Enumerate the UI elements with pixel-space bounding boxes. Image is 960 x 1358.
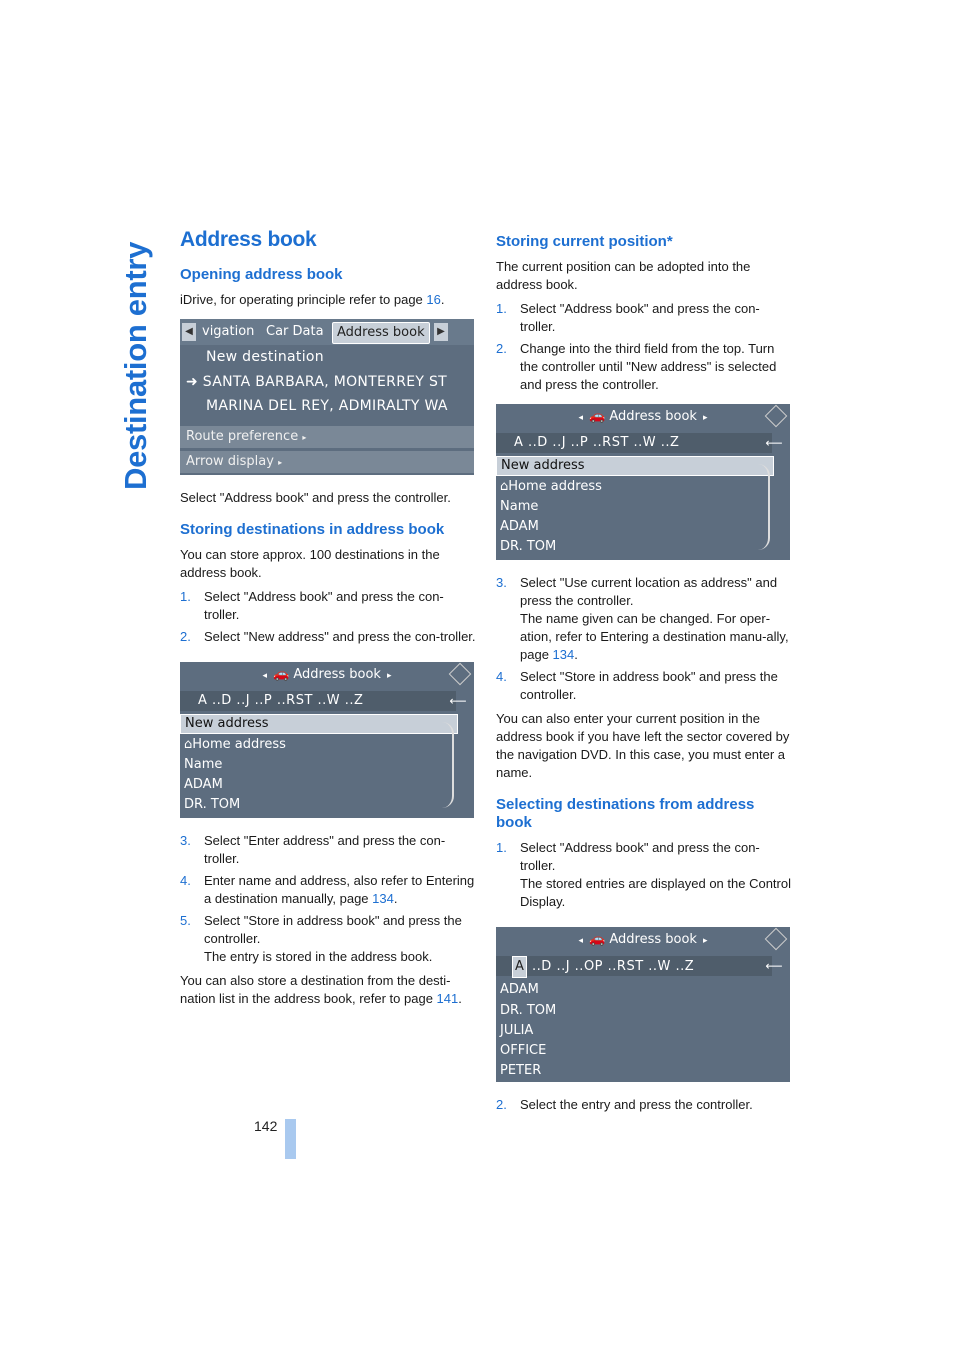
screen-tab-bar bbox=[180, 319, 474, 345]
chevron-right-icon: ▸ bbox=[702, 936, 708, 946]
menu-route-preference: Route preference ▸ bbox=[180, 426, 474, 448]
tab-left-arrow-icon: ◀ bbox=[182, 323, 196, 341]
left-column bbox=[180, 228, 478, 1014]
menu-destination: MARINA DEL REY, ADMIRALTY WA bbox=[206, 398, 448, 414]
alphabet-bar: A ..D ..J ..P ..RST ..W ..Z bbox=[180, 691, 456, 711]
steps-list bbox=[496, 574, 794, 704]
step-item: 3. Select "Enter address" and press the con-troller. bbox=[180, 833, 446, 866]
page-link[interactable]: 16 bbox=[426, 292, 441, 307]
paragraph: You can also enter your current position in the address book if you have left the sector covered by the navigation DVD. In this case, you must enter a name. bbox=[496, 711, 790, 780]
paragraph: iDrive, for operating principle refer to page 16. bbox=[180, 292, 445, 307]
tab-right-arrow-icon: ▶ bbox=[434, 323, 448, 341]
page-number: 142 bbox=[254, 1118, 278, 1134]
chevron-left-icon: ◂ bbox=[578, 413, 584, 423]
home-icon: ⌂ bbox=[500, 479, 509, 494]
screen-address-book bbox=[180, 662, 474, 818]
chevron-left-icon: ◂ bbox=[578, 936, 584, 946]
menu-new-destination: New destination bbox=[206, 349, 324, 365]
steps-list bbox=[496, 839, 794, 911]
tab-car-data: Car Data bbox=[266, 324, 324, 339]
list-item: ADAM bbox=[500, 519, 539, 534]
alphabet-bar: A ..D ..J ..OP ..RST ..W ..Z bbox=[496, 956, 772, 976]
steps-list bbox=[180, 588, 478, 646]
screen-header: ◂ 🚗 Address book ▸ bbox=[262, 667, 392, 682]
alphabet-selected-letter: A bbox=[512, 956, 527, 978]
menu-arrow-display: Arrow display ▸ bbox=[180, 451, 474, 473]
steps-list bbox=[496, 1096, 794, 1114]
section-heading-address-book: Address book bbox=[180, 228, 317, 251]
page-link[interactable]: 134 bbox=[372, 891, 394, 906]
steps-list bbox=[496, 300, 794, 394]
car-icon: 🚗 bbox=[273, 667, 294, 682]
list-item: PETER bbox=[500, 1063, 542, 1078]
paragraph: You can also store a destination from the desti-nation list in the address book, refer to page 141. bbox=[180, 973, 462, 1006]
chevron-right-icon: ▸ bbox=[702, 413, 708, 423]
paragraph: Select "Address book" and press the controller. bbox=[180, 490, 451, 505]
chapter-side-title: Destination entry bbox=[118, 241, 153, 490]
paragraph: The current position can be adopted into the address book. bbox=[496, 259, 751, 292]
list-item-selected: New address bbox=[496, 456, 774, 476]
step-item: 2. Change into the third field from the top. Turn the controller until "New address" is selected and press the controller. bbox=[496, 341, 777, 392]
step-item: 5. Select "Store in address book" and press the controller. The entry is stored in the address book. bbox=[180, 913, 462, 964]
car-icon: 🚗 bbox=[589, 409, 610, 424]
list-item: ADAM bbox=[500, 982, 539, 997]
page-edge-bar bbox=[285, 1119, 296, 1159]
right-column bbox=[496, 228, 794, 1120]
screen-header: ◂ 🚗 Address book ▸ bbox=[578, 932, 708, 947]
alphabet-bar: A ..D ..J ..P ..RST ..W ..Z bbox=[496, 433, 772, 453]
screen-header: ◂ 🚗 Address book ▸ bbox=[578, 409, 708, 424]
step-item: 1. Select "Address book" and press the con-troller. The stored entries are displayed on the Control Display. bbox=[496, 840, 791, 909]
list-item: DR. TOM bbox=[500, 1003, 557, 1018]
back-arrow-icon: ⟵ bbox=[449, 694, 467, 708]
list-item: Name bbox=[184, 757, 223, 772]
chevron-left-icon: ◂ bbox=[262, 671, 268, 681]
subheading-storing-destinations: Storing destinations in address book bbox=[180, 521, 445, 538]
list-item: ADAM bbox=[184, 777, 223, 792]
step-item: 3. Select "Use current location as address" and press the controller. The name given can be changed. For oper-ation, refer to Entering a destination manu-ally, page 134. bbox=[496, 575, 789, 662]
page-link[interactable]: 134 bbox=[552, 647, 575, 662]
subheading-selecting-destinations: Selecting destinations from address book bbox=[496, 796, 755, 831]
list-item: ⌂Home address bbox=[184, 737, 286, 752]
step-item: 1. Select "Address book" and press the con-troller. bbox=[496, 301, 760, 334]
chevron-right-icon: ▸ bbox=[278, 458, 283, 467]
list-item: ⌂Home address bbox=[500, 479, 602, 494]
list-item: DR. TOM bbox=[184, 797, 241, 812]
back-arrow-icon: ⟵ bbox=[765, 436, 783, 450]
chevron-right-icon: ▸ bbox=[302, 433, 307, 442]
subheading-storing-current-position: Storing current position* bbox=[496, 233, 673, 250]
scroll-indicator bbox=[758, 464, 770, 550]
step-item: 2. Select the entry and press the controller. bbox=[496, 1097, 753, 1112]
chevron-right-icon: ▸ bbox=[386, 671, 392, 681]
list-item: OFFICE bbox=[500, 1043, 547, 1058]
page-link[interactable]: 141 bbox=[436, 991, 459, 1006]
list-item: DR. TOM bbox=[500, 539, 557, 554]
car-icon: 🚗 bbox=[589, 932, 610, 947]
tab-address-book: Address book bbox=[332, 322, 430, 344]
screen-address-book bbox=[496, 404, 790, 560]
step-item: 4. Select "Store in address book" and press the controller. bbox=[496, 669, 778, 702]
scroll-indicator bbox=[442, 722, 454, 808]
step-item: 4. Enter name and address, also refer to Entering a destination manually, page 134. bbox=[180, 873, 475, 906]
tab-navigation: vigation bbox=[202, 324, 255, 339]
menu-last-destination: ➜ SANTA BARBARA, MONTERREY ST bbox=[186, 374, 448, 390]
screen-navigation-menu bbox=[180, 319, 474, 475]
step-item: 1. Select "Address book" and press the con-troller. bbox=[180, 589, 444, 622]
step-item: 2. Select "New address" and press the con-troller. bbox=[180, 629, 476, 644]
back-arrow-icon: ⟵ bbox=[765, 959, 783, 973]
list-item: JULIA bbox=[500, 1023, 534, 1038]
home-icon: ⌂ bbox=[184, 737, 193, 752]
steps-list bbox=[180, 832, 478, 966]
list-item: Name bbox=[500, 499, 539, 514]
arrow-icon: ➜ bbox=[186, 374, 203, 390]
paragraph: You can store approx. 100 destinations in the address book. bbox=[180, 547, 440, 580]
list-item-selected: New address bbox=[180, 714, 458, 734]
subheading-opening-address-book: Opening address book bbox=[180, 266, 343, 283]
screen-address-book-entries bbox=[496, 927, 790, 1082]
